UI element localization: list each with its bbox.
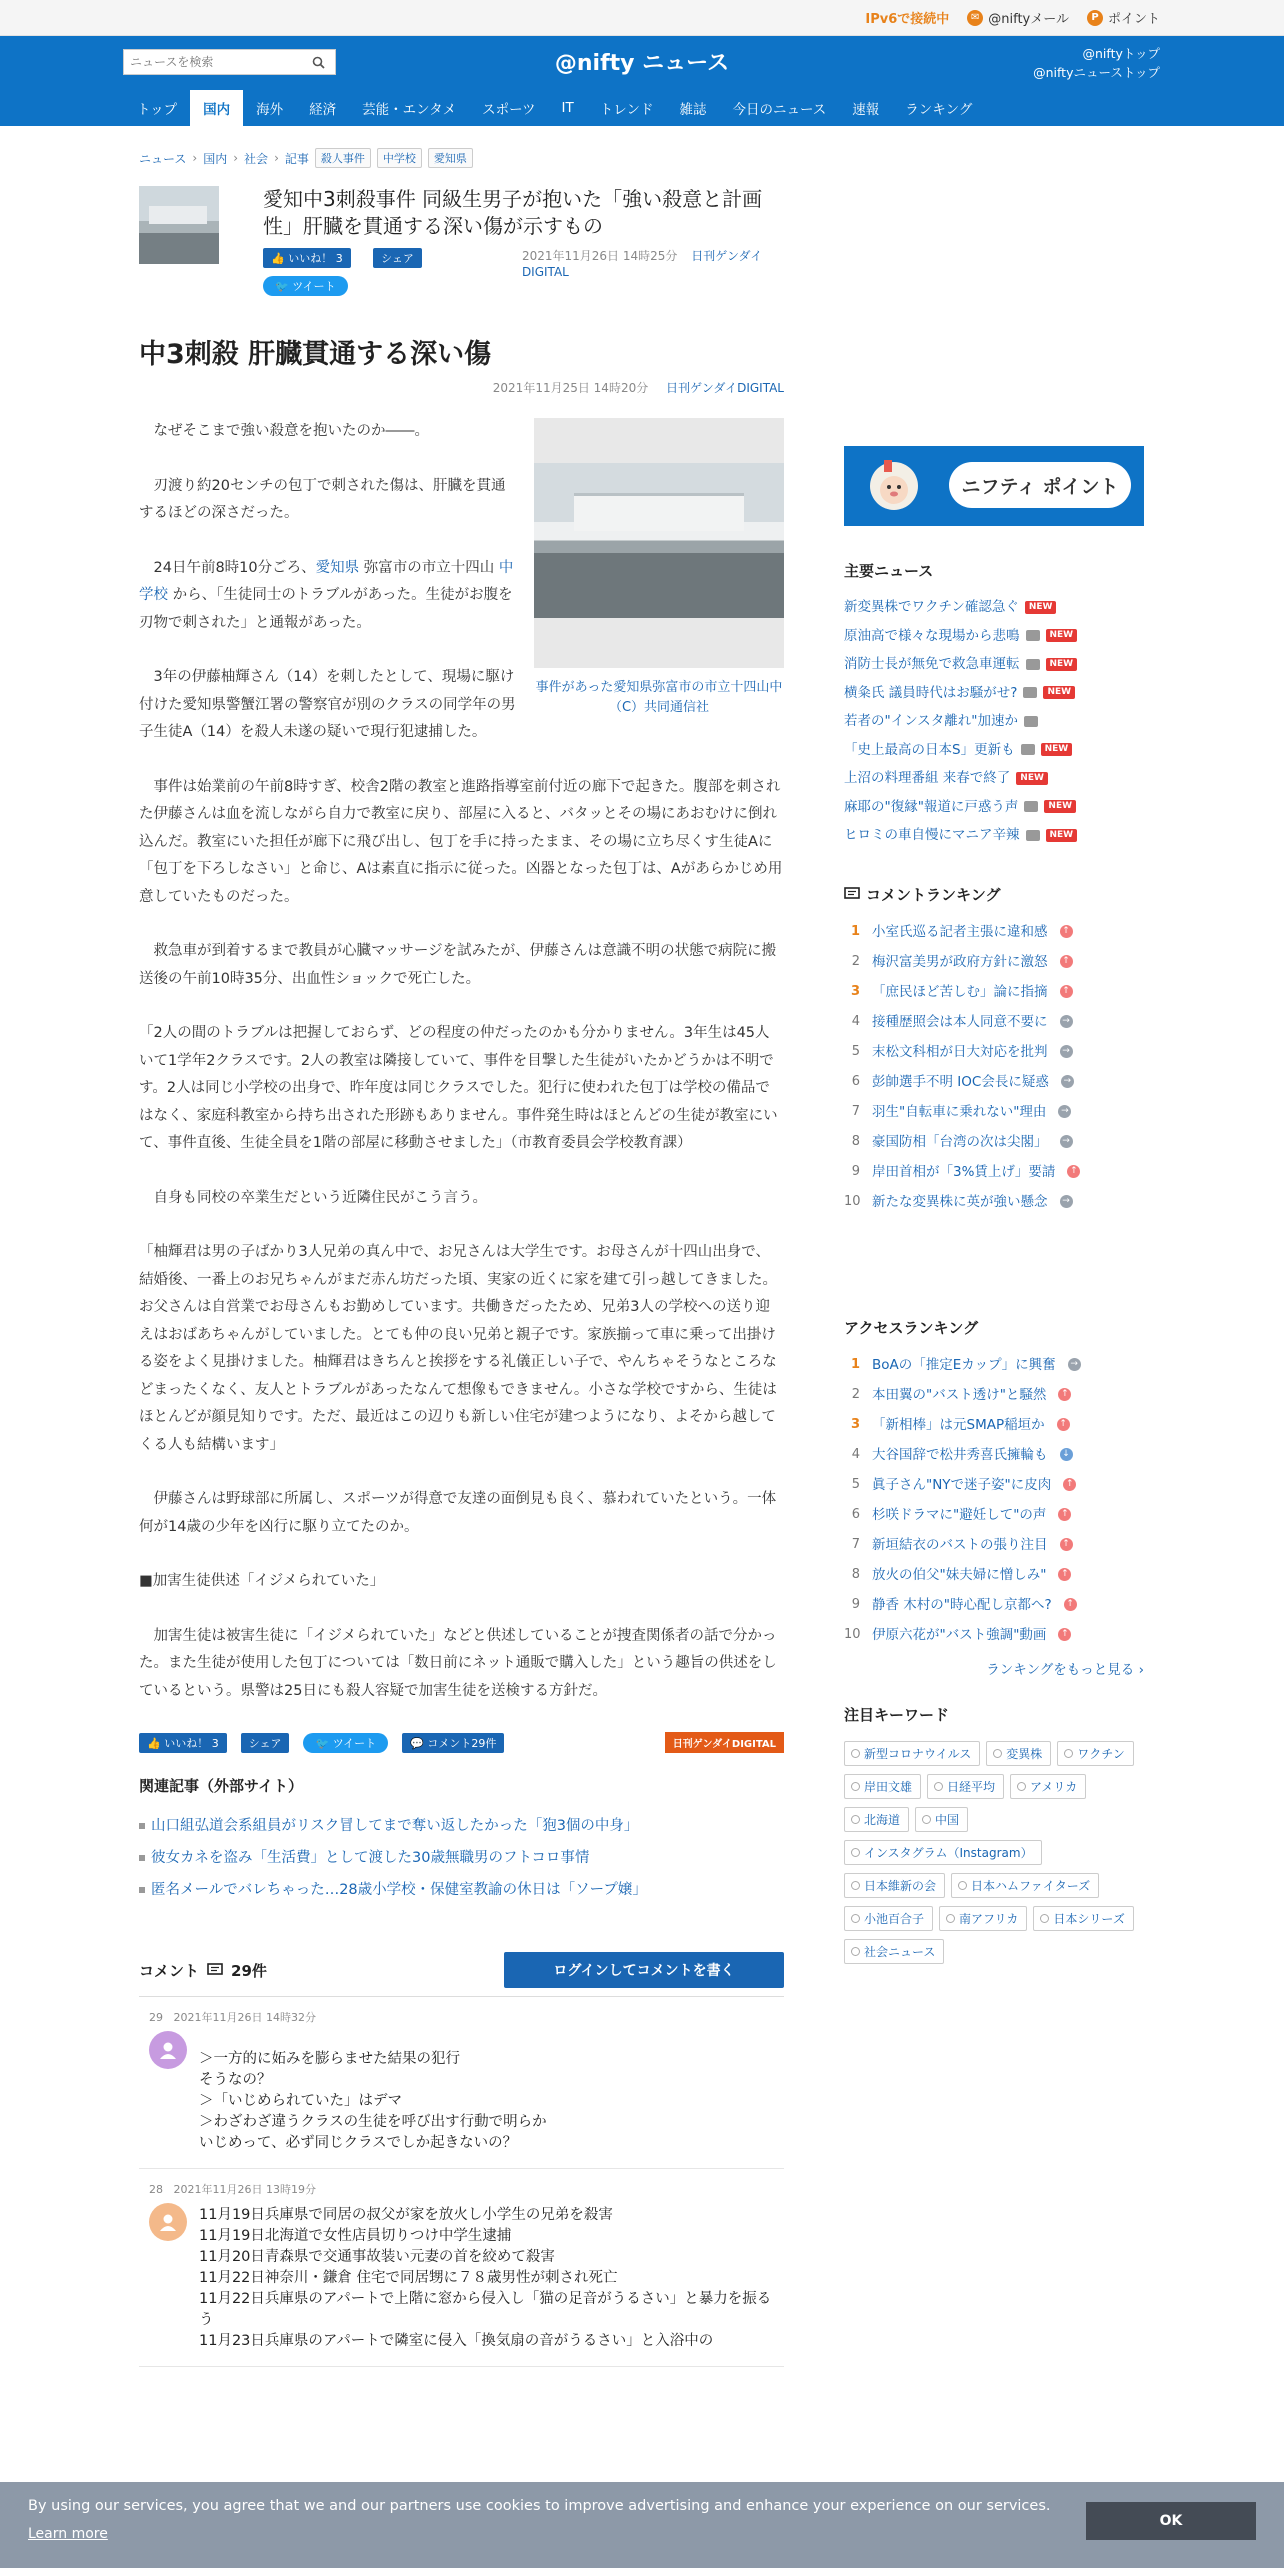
main-news-item[interactable] [844,679,1144,708]
rank-number: 10 [844,1193,861,1209]
site-header [0,36,1284,126]
keyword-tag[interactable]: 社会ニュース [844,1939,944,1964]
new-badge: NEW [1044,800,1076,813]
rank-title: BoAの「推定Eカップ」に興奮 [872,1356,1056,1373]
access-ranking-heading: アクセスランキング [844,1318,979,1337]
rank-title: 小室氏巡る記者主張に違和感 [872,923,1048,940]
trend-up-icon: ↑ [1058,1508,1071,1521]
ranking-item[interactable] [844,1620,1144,1650]
lead-section [139,186,784,296]
breadcrumb-news[interactable]: ニュース [139,151,187,166]
rank-number: 1 [850,923,860,939]
trend-up-icon: ↑ [1060,1538,1073,1551]
paragraph: 「柚輝君は男の子ばかり3人兄弟の真ん中で、お兄さんは大学生です。お母さんが十四山出身で、結婚後、一番上のお兄ちゃんがまだ赤ん坊だった頃、実家の近くに家を建て引っ越してきました。お父さんは自営業でお母さんもお勤めしています。共働きだったため、兄弟3人の学校への送り迎えはおばあちゃんがしていました。とても仲の良い兄弟と親子です。家族揃って車に乗って出掛ける姿をよく見掛けました。柚輝君はきちんと挨拶をする礼儀正しい子で、やんちゃそうなところなどまったくなく、友人とトラブルがあったなんて想像もできません。小さな学校ですから、生徒はほとんどが顔見知りです。ただ、最近はこの辺りも新しい住宅が建つようになり、よそから越してくる人も結構います」 [139,1244,777,1453]
new-badge: NEW [1016,772,1048,785]
nav-trend[interactable]: トレンド [599,102,654,118]
trend-right-icon: → [1060,1015,1073,1028]
trend-right-icon: → [1061,1075,1074,1088]
keyword-tag[interactable]: 変異株 [986,1741,1051,1766]
main-nav [124,90,985,126]
trend-up-icon: ↑ [1060,955,1073,968]
ranking-item[interactable] [844,977,1144,1007]
rank-title: 「庶民ほど苦しむ」論に指摘 [872,983,1048,1000]
avatar [149,2031,187,2069]
mail-icon: ✉ [967,10,983,26]
nav-breaking[interactable]: 速報 [852,102,880,118]
rank-title: 本田翼の"バスト透け"と騒然 [872,1386,1047,1403]
ranking-item[interactable] [844,1500,1144,1530]
rank-number: 8 [851,1566,860,1582]
keyword-tag[interactable]: アメリカ [1010,1774,1086,1799]
paragraph: 刃渡り約20センチの包丁で刺された傷は、肝臓を貫通するほどの深さだった。 [139,477,506,521]
article-body [139,418,784,1705]
nav-economy[interactable]: 経済 [309,102,337,118]
nifty-top-link[interactable]: @niftyトップ [1082,46,1160,61]
main-news-title: 横粂氏 議員時代はお騒がせ? [844,684,1018,701]
new-badge: NEW [1043,686,1075,699]
ranking-item[interactable] [844,1157,1144,1187]
new-badge: NEW [1046,629,1078,642]
paragraph: 事件は始業前の午前8時すぎ、校舎2階の教室と進路指導室前付近の廊下で起きた。腹部を刺された伊藤さんは血を流しながら自力で教室に戻り、部屋に入ると、バタッとその場にあおむけに倒れ込んだ。教室にいた担任が廊下に飛び出し、包丁を手に持ったまま、その場に立ち尽くす生徒Aに「包丁を下ろしなさい」と命じ、Aは素直に指示に従った。凶器となった包丁は、Aがあらかじめ用意していたものだった。 [139,778,783,905]
main-news-item[interactable] [844,736,1144,765]
comment-date: 2021年11月26日 14時32分 [173,2011,316,2024]
rank-number: 8 [851,1133,860,1149]
new-badge: NEW [1046,658,1078,671]
nav-today[interactable]: 今日のニュース [732,102,827,118]
main-news-item[interactable] [844,707,1144,736]
paragraph: 「2人の間のトラブルは把握しておらず、どの程度の仲だったのかも分かりません。3年生は45人いて1学年2クラスです。2人の教室は隣接していて、事件を目撃した生徒がいたかどうかは不明です。2人は同じ小学校の出身で、昨年度は同じクラスでした。犯行に使われた包丁は学校の備品ではなく、家庭科教室から持ち出された形跡もありません。事件発生時はほとんどの生徒が教室にいて、事件直後、生徒全員を1階の部屋に移動させました」（市教育委員会学校教育課） [139,1025,778,1151]
comment-item [139,1997,784,2169]
keyword-tag[interactable]: 小池百合子 [844,1906,933,1931]
main-news-title: 「史上最高の日本S」更新も [844,741,1015,758]
rank-number: 2 [851,1386,860,1402]
rank-title: 豪国防相「台湾の次は尖閣」 [872,1133,1048,1150]
trend-up-icon: ↑ [1064,1598,1077,1611]
nav-magazine[interactable]: 雑誌 [679,102,707,118]
lead-source-link[interactable]: 日刊ゲンダイDIGITAL [521,249,763,279]
ranking-item[interactable] [844,1470,1144,1500]
comment-icon [207,1963,223,1977]
trend-up-icon: ↑ [1060,925,1073,938]
rank-number: 9 [851,1596,860,1612]
sheep-mascot-icon [864,456,924,516]
rank-title: 梅沢富美男が政府方針に激怒 [872,953,1048,970]
main-news-title: 麻耶の"復縁"報道に戸惑う声 [844,798,1019,815]
tag-aichi[interactable]: 愛知県 [428,148,473,168]
cookie-learn-more-link[interactable]: Learn more [28,2526,108,2542]
comment-icon [844,887,860,901]
article-photo[interactable] [534,418,784,718]
sidebar [844,148,1144,1964]
trend-right-icon: → [1060,1135,1073,1148]
lead-title: 愛知中3刺殺事件 同級生男子が抱いた「強い殺意と計画性」肝臓を貫通する深い傷が示すもの [263,187,763,238]
login-to-comment-button[interactable]: ログインしてコメントを書く [504,1952,784,1988]
keyword-list [844,1741,1144,1964]
keyword-link-school[interactable]: 中学校 [139,559,514,603]
related-link[interactable]: 山口組弘道会系組員がリスク冒してまで奪い返したかった「狍3個の中身」 [151,1818,639,1834]
trend-up-icon: ↑ [1058,1628,1071,1641]
comment-ranking-heading [844,884,1144,905]
point-link[interactable] [1087,8,1160,27]
nav-it[interactable]: IT [561,100,574,116]
main-news-item[interactable] [844,821,1144,850]
rank-title: 静香 木村の"時心配し京都へ? [872,1596,1052,1613]
avatar [149,2203,187,2241]
ranking-item[interactable] [844,1380,1144,1410]
ranking-more-link[interactable]: ランキングをもっと見る › [986,1661,1144,1678]
comment-ranking-title: コメントランキング [866,885,1001,904]
main-news-item[interactable] [844,622,1144,651]
main-news-title: 若者の"インスタ離れ"加速か [844,713,1019,729]
comments-count: 29件 [231,1961,267,1980]
rank-number: 4 [851,1013,860,1029]
comment-count-label: コメント29件 [427,1736,497,1750]
main-news-item[interactable] [844,793,1144,822]
paragraph: なぜそこまで強い殺意を抱いたのか――。 [153,423,429,439]
rank-title: 末松文科相が日大対応を批判 [872,1043,1048,1060]
rank-number: 10 [844,1626,861,1642]
keyword-tag[interactable]: 新型コロナウイルス [844,1741,980,1766]
related-link[interactable]: 彼女カネを盗み「生活費」として渡した30歳無職男のフトコロ事情 [151,1850,590,1866]
keyword-tag[interactable]: 南アフリカ [939,1906,1027,1931]
nifty-news-top-link[interactable]: @niftyニューストップ [1033,65,1160,80]
keyword-tag[interactable]: 岸田文雄 [844,1774,921,1799]
utility-bar [0,0,1284,36]
nav-domestic[interactable]: 国内 [190,90,243,126]
ranking-item[interactable] [844,1127,1144,1157]
comment-count-button[interactable]: 💬 コメント29件 [402,1733,504,1753]
ranking-item[interactable] [844,1440,1144,1470]
rank-number: 1 [850,1356,860,1372]
ranking-item[interactable] [844,1067,1144,1097]
main-news-item[interactable] [844,593,1144,622]
ranking-item[interactable] [844,947,1144,977]
ranking-item[interactable] [844,1560,1144,1590]
trend-up-icon: ↑ [1067,1165,1080,1178]
related-item[interactable] [139,1842,784,1874]
paragraph: 加害生徒は被害生徒に「イジメられていた」などと供述していることが捜査関係者の話で分かった。また生徒が使用した包丁については「数日前にネット通販で購入した」という趣旨の供述をしているという。県警は25日にも殺人容疑で加害生徒を送検する方針だ。 [139,1627,777,1699]
trend-down-icon: ↓ [1060,1448,1073,1461]
trend-up-icon: ↑ [1058,1568,1071,1581]
subheading: ■加害生徒供述「イジメられていた」 [139,1573,385,1589]
lead-dateline [522,248,782,280]
main-news-title: 上沼の料理番組 来春で終了 [844,770,1011,786]
comment-text: ＞一方的に妬みを膨らませた結果の犯行 そうなの？ ＞「いじめられていた」はデマ ＞わざわざ違うクラスの生徒を呼び出す行動で明らか いじめって、必ず同じクラスでしか起きないの？ [199,2051,547,2151]
trend-right-icon: → [1058,1105,1071,1118]
article-meta [139,379,784,396]
cookie-banner [0,2482,1284,2568]
tag-junior-high[interactable]: 中学校 [377,148,422,168]
tweet-button[interactable]: 🐦 ツイート [303,1733,388,1753]
ranking-item[interactable] [844,1590,1144,1620]
rank-title: 伊原六花が"バスト強調"動画 [872,1626,1047,1643]
rank-title: 彭帥選手不明 IOC会長に疑惑 [872,1073,1049,1090]
main-news-title: 新変異株でワクチン確認急ぐ [844,599,1019,615]
rank-title: 岸田首相が「3%賃上げ」要請 [872,1163,1056,1180]
school-photo [534,418,784,668]
rank-title: 大谷国辞で松井秀喜氏擁輪も [872,1446,1048,1463]
site-logo[interactable]: @nifty ニュース [554,51,730,76]
article-date: 2021年11月25日 14時20分 [492,381,649,395]
rank-number: 9 [851,1163,860,1179]
rank-number: 6 [851,1506,860,1522]
paragraph: 3年の伊藤柚輝さん（14）を刺したとして、現場に駆け付けた愛知県警蟹江署の警察官が別のクラスの同学年の男子生徒A（14）を殺人未遂の疑いで現行犯逮捕した。 [139,669,516,740]
rank-number: 7 [851,1103,860,1119]
paragraph: から、「生徒同士のトラブルがあった。生徒がお腹を刃物で刺された」と通報があった。 [139,587,513,631]
publisher-logo[interactable]: 日刊ゲンダイDIGITAL [665,1732,784,1753]
ranking-item[interactable] [844,1187,1144,1217]
ipv6-status: IPv6で接続中 [865,12,950,27]
comment-date: 2021年11月26日 13時19分 [173,2183,316,2196]
photo-caption: 事件があった愛知県弥富市の市立十四山中（C）共同通信社 [535,680,783,715]
main-news-title: ヒロミの車自慢にマニア辛辣 [844,827,1020,843]
like-label: いいね！ 3 [164,1736,219,1750]
paragraph: 救急車が到着するまで教員が心臓マッサージを試みたが、伊藤さんは意識不明の状態で病院に搬送後の午前10時35分、出血性ショックで死亡した。 [139,943,777,987]
paragraph: 24日午前8時10分ごろ、 [153,559,316,576]
breadcrumb: ニュース › 国内 › 社会 › 記事 殺人事件 中学校 愛知県 [139,148,784,168]
keyword-tag[interactable]: 日本ハムファイターズ [951,1873,1099,1898]
main-news-item[interactable] [844,650,1144,679]
keyword-tag[interactable]: 中国 [915,1807,968,1832]
article-source-link[interactable]: 日刊ゲンダイDIGITAL [666,381,784,395]
new-badge: NEW [1025,601,1057,614]
ranking-item[interactable] [844,1097,1144,1127]
point-label: ポイント [1107,12,1160,27]
related-list [139,1810,784,1906]
tag-murder[interactable]: 殺人事件 [315,148,371,168]
keyword-tag[interactable]: ワクチン [1057,1741,1133,1766]
rank-number: 3 [850,1416,860,1432]
rank-number: 5 [851,1476,860,1492]
keyword-tag[interactable]: 日本シリーズ [1033,1906,1133,1931]
nav-entertainment[interactable]: 芸能・エンタメ [362,102,457,118]
keyword-link-aichi[interactable]: 愛知県 [315,559,360,576]
comments-label: コメント [139,1961,200,1980]
rank-title: 放火の伯父"妹夫婦に憎しみ" [872,1566,1047,1583]
comment-item [139,2169,784,2367]
trend-right-icon: → [1060,1045,1073,1058]
rank-number: 7 [851,1536,860,1552]
main-news-title: 消防士長が無免で救急車運転 [844,656,1020,672]
access-ranking-list [844,1350,1144,1650]
ranking-item[interactable] [844,1410,1144,1440]
camera-icon [1024,716,1038,727]
keyword-tag[interactable]: インスタグラム（Instagram） [844,1840,1042,1865]
rank-title: 羽生"自転車に乗れない"理由 [872,1103,1047,1120]
paragraph: 弥富市の市立十四山 [359,559,499,576]
ranking-item[interactable] [844,1037,1144,1067]
main-news-title: 原油高で様々な現場から悲鳴 [844,627,1020,644]
cookie-text: By using our services, you agree that we and our partners use cookies to improve advertising and enhance your experience on our services. [28,2498,1051,2514]
lead-thumbnail [139,186,219,264]
related-item[interactable] [139,1874,784,1906]
comment-meta [149,2181,784,2197]
nifty-mail-link[interactable] [967,8,1069,27]
main-news-heading: 主要ニュース [844,562,934,580]
main-news-list [844,593,1144,850]
like-button[interactable]: 👍 いいね！ 3 [263,248,351,268]
comment-meta [149,2009,784,2025]
share-button[interactable]: シェア [373,248,422,268]
keyword-tag[interactable]: 北海道 [844,1807,909,1832]
trend-right-icon: → [1060,1195,1073,1208]
nav-top[interactable]: トップ [137,102,178,118]
nifty-mail-label: @niftyメール [988,12,1069,27]
breadcrumb-article[interactable]: 記事 [284,151,309,166]
rank-number: 2 [851,953,860,969]
rank-number: 3 [850,983,860,999]
like-button[interactable]: 👍 いいね！ 3 [139,1733,227,1753]
related-item[interactable] [139,1810,784,1842]
ranking-item[interactable] [844,1350,1144,1380]
related-heading: 関連記事（外部サイト） [139,1777,303,1795]
rank-title: 「新相棒」は元SMAP稲垣か [872,1416,1045,1433]
breadcrumb-domestic[interactable]: 国内 [203,151,228,166]
rank-number: 6 [851,1073,860,1089]
tweet-label: ツイート [332,1736,377,1750]
camera-icon [1024,801,1038,812]
point-banner-text: ニフティ ポイント [949,462,1131,508]
share-button[interactable]: シェア [241,1733,290,1753]
keyword-tag[interactable]: 日本維新の会 [844,1873,945,1898]
paragraph: 伊藤さんは野球部に所属し、スポーツが得意で友達の面倒見も良く、慕われていたという。一体何が14歳の少年を凶行に駆り立てたのか。 [139,1491,777,1535]
ranking-item[interactable] [844,1530,1144,1560]
rank-title: 接種歴照会は本人同意不要に [872,1013,1048,1030]
lead-date: 2021年11月26日 14時25分 [521,249,678,263]
tweet-button[interactable]: 🐦 ツイート [263,276,348,296]
trend-up-icon: ↑ [1060,985,1073,998]
main-column [139,148,784,2367]
camera-icon [1023,687,1037,698]
camera-icon [1026,830,1040,841]
main-news-item[interactable] [844,764,1144,793]
new-badge: NEW [1041,743,1073,756]
rank-number: 5 [851,1043,860,1059]
breadcrumb-society[interactable]: 社会 [244,151,269,166]
share-row [139,1732,784,1753]
rank-title: 新たな変異株に英が強い懸念 [872,1193,1048,1210]
trend-up-icon: ↑ [1063,1478,1076,1491]
ranking-item[interactable] [844,917,1144,947]
related-link[interactable]: 匿名メールでバレちゃった…28歳小学校・保健室教諭の休日は「ソープ嬢」 [151,1882,647,1898]
trend-up-icon: ↑ [1058,1388,1071,1401]
trend-up-icon: ↑ [1057,1418,1070,1431]
camera-icon [1026,630,1040,641]
rank-number: 4 [851,1446,860,1462]
rank-title: 杉咲ドラマに"避妊して"の声 [872,1506,1047,1523]
rank-title: 新垣結衣のバストの張り注目 [872,1536,1048,1553]
keyword-tag[interactable]: 日経平均 [927,1774,1004,1799]
comments-header [139,1952,784,1997]
paragraph: 自身も同校の卒業生だという近隣住民がこう言う。 [153,1189,487,1206]
tweet-label: ツイート [292,280,336,293]
nifty-point-banner[interactable] [844,446,1144,526]
comment-text: 11月19日兵庫県で同居の叔父が家を放火し小学生の兄弟を殺害 11月19日北海道で女性店員切りつけ中学生逮捕 11月20日青森県で交通事故装い元妻の首を絞めて殺害 11月22日神奈川・鎌倉 住宅で同居甥に７８歳男性が刺され死亡 11月22日兵庫県のアパートで上階に窓から侵入し「猫の足音がうるさい」と暴力を振るう 11月23日兵庫県のアパートで隣室に侵入「換気扇の音がうるさい」と入浴中の [199,2207,772,2349]
comment-ranking-list [844,917,1144,1217]
nav-ranking[interactable]: ランキング [905,102,973,118]
nav-sports[interactable]: スポーツ [482,102,536,118]
comment-number: 29 [149,2011,163,2024]
keywords-heading: 注目キーワード [844,1705,950,1724]
article-title: 中3刺殺 肝臓貫通する深い傷 [139,339,492,370]
camera-icon [1026,659,1040,670]
ranking-item[interactable] [844,1007,1144,1037]
cookie-ok-button[interactable]: OK [1086,2502,1256,2540]
point-icon: P [1087,10,1103,26]
rank-title: 眞子さん"NYで迷子姿"に皮肉 [872,1476,1052,1493]
like-label: いいね！ 3 [288,252,343,265]
comment-number: 28 [149,2183,163,2196]
header-links [1033,44,1160,82]
camera-icon [1021,744,1035,755]
trend-right-icon: → [1068,1358,1081,1371]
new-badge: NEW [1046,829,1078,842]
nav-world[interactable]: 海外 [256,102,284,118]
